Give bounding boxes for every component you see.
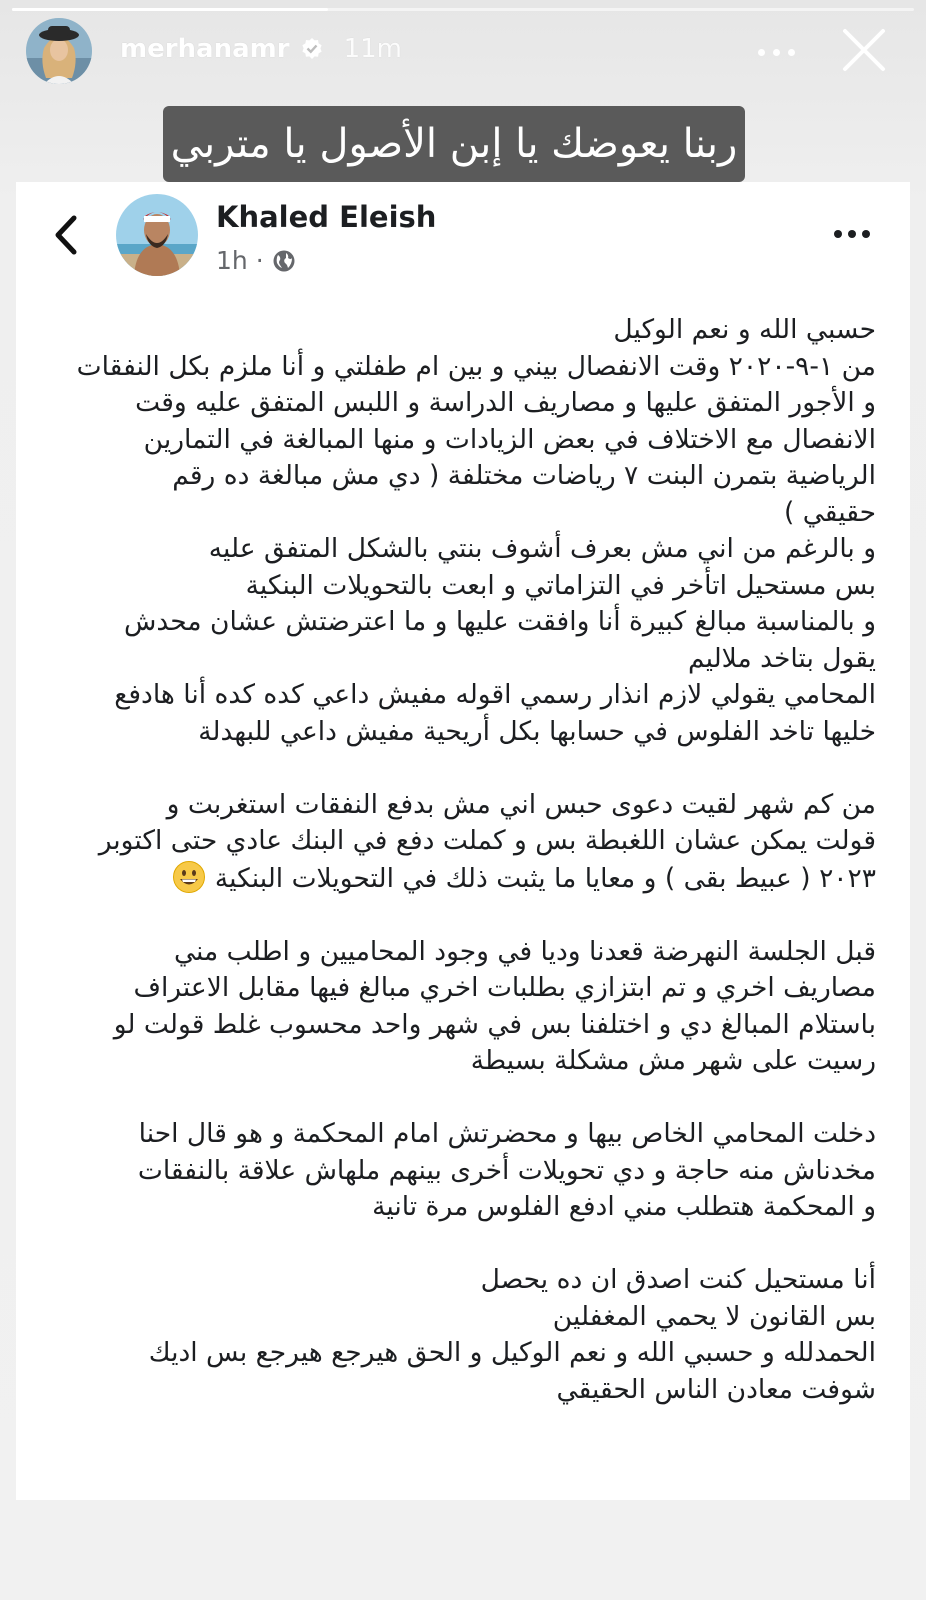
meta-separator: · (255, 246, 264, 275)
more-horizontal-icon[interactable] (758, 46, 804, 58)
post-line: و بالرغم من اني مش بعرف أشوف بنتي بالشكل المتفق عليه (208, 533, 876, 564)
story-progress-fill (12, 8, 328, 11)
story-username[interactable]: merhanamr (120, 34, 290, 64)
post-paragraph-gap (40, 1226, 876, 1263)
post-line: حقيقي ) (783, 496, 876, 528)
post-line: ٢٠٢٣ ( عبيط بقى ) و معايا ما يثبت ذلك في التحويلات البنكية (40, 860, 876, 898)
story-timestamp: 11m (343, 34, 402, 64)
post-line: يقول بتاخد ملاليم (687, 642, 876, 674)
story-caption: ربنا يعوضك يا إبن الأصول يا متربي (163, 106, 745, 182)
post-line: الانفصال مع الاختلاف في بعض الزيادات و منها المبالغة في التمارين (143, 423, 876, 455)
post-line: من ١-٩-٢٠٢٠ وقت الانفصال بيني و بين ام طفلتي و أنا ملزم بكل النفقات (76, 350, 876, 382)
post-line: دخلت المحامي الخاص بيها و محضرتش امام المحكمة و هو قال احنا (138, 1118, 876, 1149)
grinning-face-icon (172, 860, 206, 894)
post-line: شوفت معادن الناس الحقيقي (556, 1373, 876, 1405)
post-line: المحامي يقولي لازم انذار رسمي اقوله مفيش داعي كده كده أنا هادفع (114, 679, 876, 710)
post-line: باستلام المبالغ دي و اختلفنا بس في شهر واحد محسوب غلط قولت لو (113, 1008, 876, 1040)
globe-icon (272, 249, 296, 273)
story-avatar[interactable] (26, 18, 92, 84)
chevron-left-icon[interactable] (50, 212, 80, 258)
post-line: رسيت على شهر مش مشكلة بسيطة (470, 1045, 876, 1076)
story-progress-bar (12, 8, 914, 11)
post-line: و بالمناسبة مبالغ كبيرة أنا وافقت عليها و ما اعترضتش عشان محدش (124, 606, 876, 637)
post-line: مصاريف اخري و تم ابتزازي بطلبات اخري مبالغ فيها مقابل الاعتراف (133, 972, 876, 1003)
verified-badge-icon (300, 37, 324, 61)
post-line: الرياضية بتمرن البنت ٧ رياضات مختلفة ( دي مش مبالغة ده رقم (172, 460, 876, 491)
post-line: أنا مستحيل كنت اصدق ان ده يحصل (480, 1264, 876, 1295)
story-user-header[interactable] (120, 34, 402, 64)
post-meta (216, 246, 296, 275)
post-paragraph-gap (40, 897, 876, 934)
post-author-avatar[interactable] (116, 194, 198, 276)
post-line: خليها تاخد الفلوس في حسابها بكل أريحية مفيش داعي للبهدلة (198, 715, 876, 747)
post-line: بس مستحيل اتأخر في التزاماتي و ابعت بالتحويلات البنكية (245, 569, 876, 601)
post-line: و المحكمة هتطلب مني ادفع الفلوس مرة تانية (372, 1191, 876, 1222)
post-line: حسبي الله و نعم الوكيل (613, 314, 876, 345)
post-line: مخدناش منه حاجة و دي تحويلات أخرى بينهم ملهاش علاقة بالنفقات (137, 1154, 876, 1186)
post-line: الحمدلله و حسبي الله و نعم الوكيل و الحق هيرجع هيرجع بس اديك (148, 1337, 876, 1368)
post-paragraph-gap (40, 750, 876, 787)
more-horizontal-icon[interactable] (834, 230, 870, 240)
post-paragraph-gap (40, 1080, 876, 1117)
post-timestamp[interactable]: 1h (216, 246, 248, 275)
close-icon[interactable] (840, 26, 888, 74)
post-line: قولت يمكن عشان اللغبطة بس و كملت دفع في البنك عادي حتى اكتوبر (98, 825, 876, 856)
post-text (40, 312, 876, 1408)
post-line: قبل الجلسة النهرضة قعدنا وديا في وجود المحاميين و اطلب مني (173, 935, 876, 967)
post-line: و الأجور المتفق عليها و مصاريف الدراسة و اللبس المتفق عليه وقت (135, 387, 876, 418)
post-line: بس القانون لا يحمي المغفلين (552, 1300, 876, 1332)
post-author-name[interactable]: Khaled Eleish (216, 200, 437, 234)
post-line: من كم شهر لقيت دعوى حبس اني مش بدفع النفقات استغربت و (166, 788, 876, 820)
